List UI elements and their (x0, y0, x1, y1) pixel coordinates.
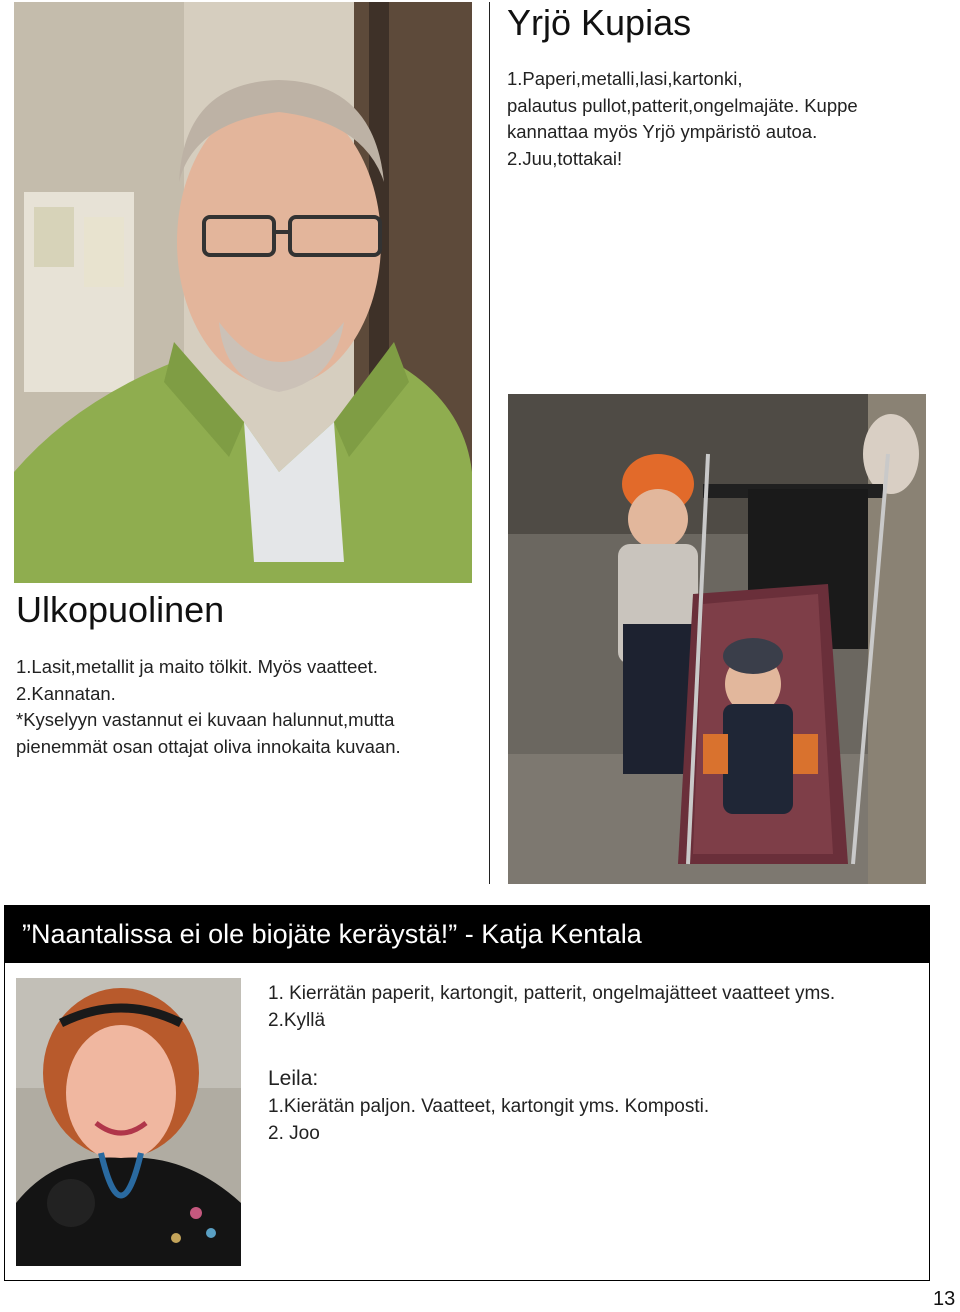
ulkopuolinen-answers (16, 654, 486, 760)
yrjo-heading: Yrjö Kupias (507, 2, 692, 43)
portrait-photo-woman (16, 978, 241, 1266)
katja-line-2: 2.Kyllä (268, 1010, 326, 1031)
yrjo-line-2: palautus pullot,patterit,ongelmajäte. Kuppe (507, 94, 858, 116)
ulkopuolinen-line-1: 1.Lasit,metallit ja maito tölkit. Myös vaatteet. (16, 656, 378, 677)
quote-banner (4, 905, 930, 963)
ulkopuolinen-heading: Ulkopuolinen (16, 589, 225, 630)
ulkopuolinen-line-4: pienemmät osan ottajat oliva innokaita kuvaan. (16, 735, 401, 757)
quote-text: ”Naantalissa ei ole biojäte keräystä!” - Katja Kentala (22, 919, 642, 949)
page-number: 13 (933, 1288, 956, 1310)
column-divider (489, 2, 490, 884)
katja-answers (268, 980, 918, 1034)
stroller-children-photo (508, 394, 926, 884)
yrjo-line-3: kannattaa myös Yrjö ympäristö autoa. (507, 121, 818, 142)
katja-line-1: 1. Kierrätän paperit, kartongit, patterit, ongelmajätteet vaatteet yms. (268, 983, 836, 1004)
portrait-photo-yrjo (14, 2, 472, 583)
leila-line-2: 2. Joo (268, 1123, 320, 1144)
yrjo-line-1: 1.Paperi,metalli,lasi,kartonki, (507, 68, 743, 89)
leila-heading: Leila: (268, 1067, 319, 1090)
yrjo-answers (507, 66, 947, 172)
ulkopuolinen-line-2: 2.Kannatan. (16, 682, 116, 704)
leila-answers (268, 1093, 918, 1147)
ulkopuolinen-line-3: *Kyselyyn vastannut ei kuvaan halunnut,mutta (16, 709, 395, 730)
leila-line-1: 1.Kierätän paljon. Vaatteet, kartongit yms. Komposti. (268, 1096, 710, 1117)
yrjo-line-4: 2.Juu,tottakai! (507, 147, 623, 169)
